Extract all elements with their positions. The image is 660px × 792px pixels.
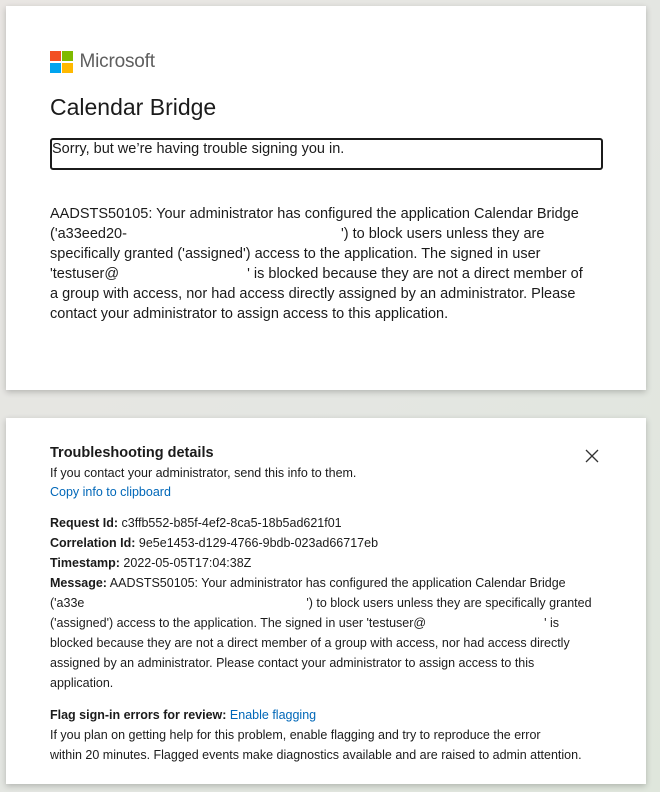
message-line: application. — [50, 676, 114, 690]
flag-description: If you plan on getting help for this problem, enable flagging and try to reproduce the error — [50, 728, 541, 742]
error-description — [50, 204, 605, 324]
message-line: ('assigned') access to the application. The signed in user 'testuser@ — [50, 616, 427, 630]
troubleshooting-details-card — [6, 418, 646, 784]
request-id-value: c3ffb552-b85f-4ef2-8ca5-18b5ad621f01 — [121, 516, 342, 530]
request-id-label: Request Id: — [50, 516, 119, 530]
timestamp-row — [50, 553, 602, 573]
timestamp-value: 2022-05-05T17:04:38Z — [123, 556, 252, 570]
error-line: ('a33eed20- — [50, 226, 127, 242]
redacted-block — [119, 267, 247, 281]
message-line: AADSTS50105: Your administrator has configured the application Calendar Bridge — [109, 576, 566, 590]
message-line: ' is — [544, 616, 559, 630]
error-line: AADSTS50105: Your administrator has configured the application Calendar Bridge — [50, 206, 579, 222]
troubleshooting-header — [50, 444, 602, 482]
microsoft-logo — [50, 50, 602, 74]
enable-flagging-link[interactable]: Enable flagging — [229, 708, 317, 722]
close-icon[interactable] — [584, 448, 600, 464]
error-line: contact your administrator to assign access to this application. — [50, 306, 449, 322]
redacted-block — [84, 597, 306, 611]
microsoft-wordmark: Microsoft — [79, 51, 155, 72]
message-line: assigned by an administrator. Please contact your administrator to assign access to this — [50, 656, 535, 670]
flag-sign-in-section — [50, 705, 610, 765]
redacted-block — [127, 227, 341, 241]
error-line: a group with access, nor had access directly assigned by an administrator. Please — [50, 286, 576, 302]
message-line: ') to block users unless they are specifically granted — [306, 596, 592, 610]
logo-square-yellow — [62, 63, 73, 74]
troubleshooting-title: Troubleshooting details — [50, 445, 214, 461]
troubleshooting-details — [50, 513, 602, 693]
error-line: specifically granted ('assigned') access to the application. The signed in user — [50, 246, 541, 262]
logo-square-red — [50, 51, 61, 62]
correlation-id-row — [50, 533, 602, 553]
message-label: Message: — [50, 576, 107, 590]
copy-info-link[interactable]: Copy info to clipboard — [50, 485, 171, 499]
timestamp-label: Timestamp: — [50, 556, 120, 570]
correlation-id-value: 9e5e1453-d129-4766-9bdb-023ad66717eb — [138, 536, 379, 550]
logo-square-green — [62, 51, 73, 62]
troubleshooting-subtitle: If you contact your administrator, send this info to them. — [50, 466, 357, 480]
message-line: blocked because they are not a direct member of a group with access, nor had access directly — [50, 636, 570, 650]
message-row — [50, 573, 605, 693]
request-id-row — [50, 513, 602, 533]
redacted-block — [426, 617, 544, 631]
trouble-signing-in-message: Sorry, but we’re having trouble signing you in. — [50, 138, 603, 170]
sign-in-error-card — [6, 6, 646, 390]
correlation-id-label: Correlation Id: — [50, 536, 136, 550]
flag-label: Flag sign-in errors for review: — [50, 708, 227, 722]
error-line: 'testuser@ — [50, 266, 120, 282]
logo-square-blue — [50, 63, 61, 74]
error-line: ') to block users unless they are — [340, 226, 545, 242]
page-title: Calendar Bridge — [50, 94, 217, 120]
error-line: ' is blocked because they are not a direct member of — [247, 266, 583, 282]
troubleshooting-heading-group — [50, 444, 356, 482]
microsoft-logo-icon — [50, 51, 73, 74]
message-line: ('a33e — [50, 596, 85, 610]
flag-description: within 20 minutes. Flagged events make diagnostics available and are raised to admin attention. — [50, 748, 582, 762]
